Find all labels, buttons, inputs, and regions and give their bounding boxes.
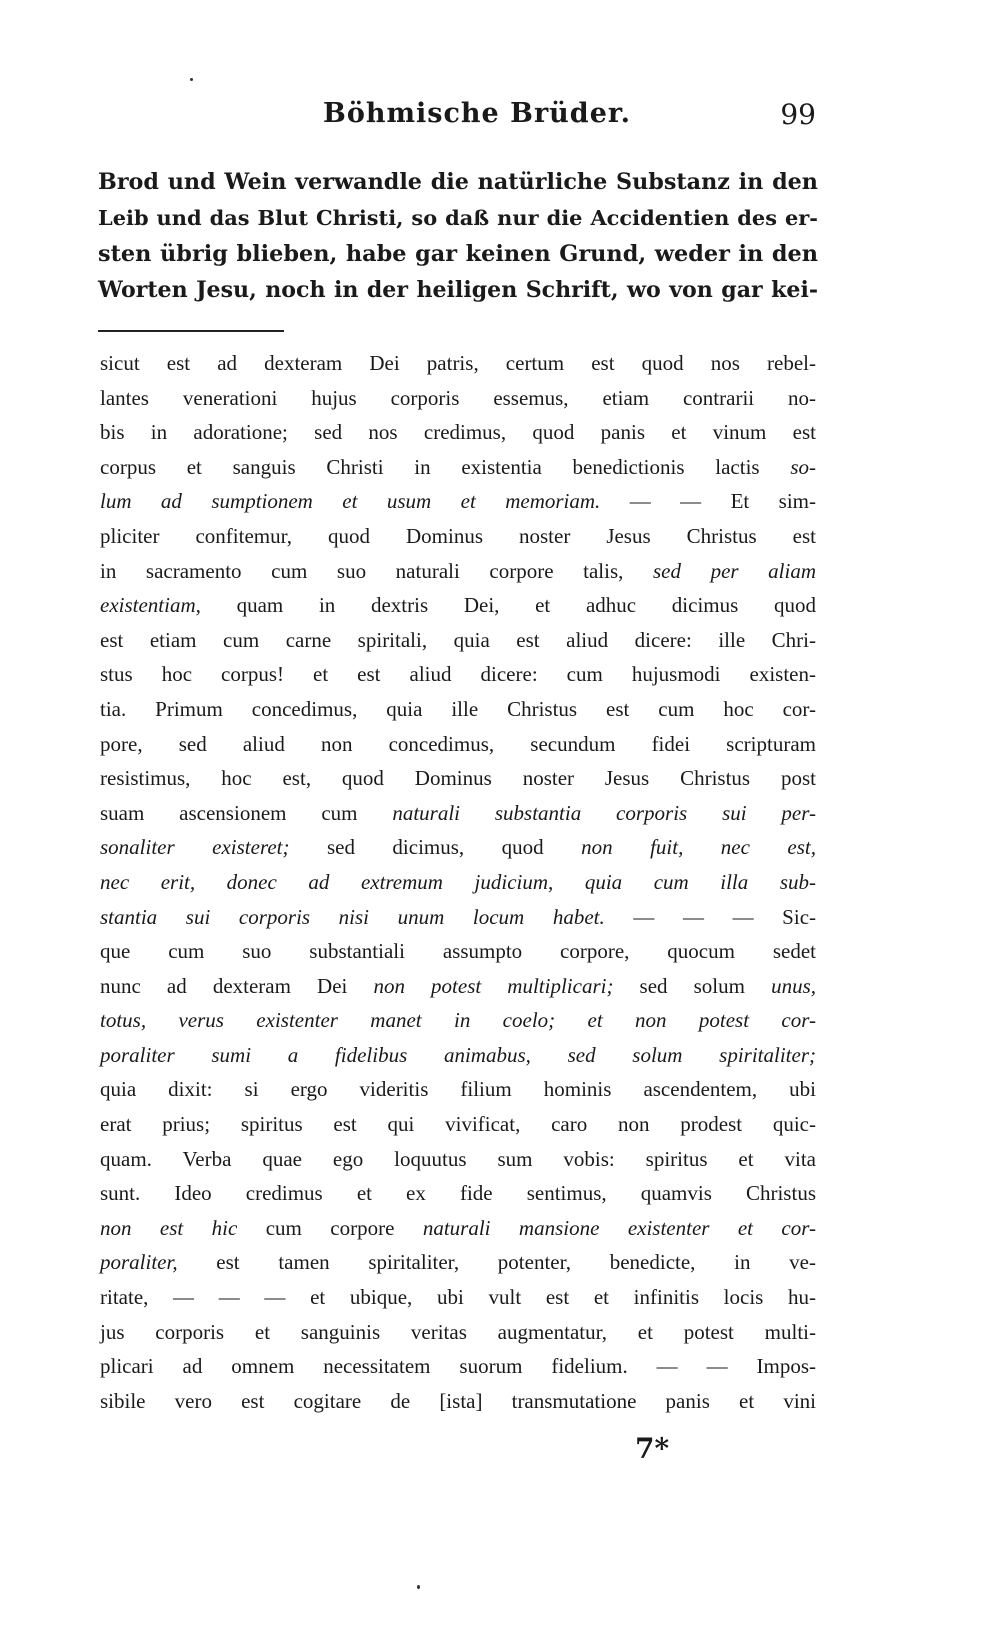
footnote-line bbox=[100, 830, 816, 865]
footnote-text-segment: erat prius; spiritus est qui vivificat, caro non prodest quic- bbox=[100, 1112, 816, 1137]
footnote-line bbox=[100, 1142, 816, 1177]
footnote-italic-segment: non potest multiplicari; bbox=[373, 973, 614, 998]
footnote-text-segment: pore, sed aliud non concedimus, secundum fidei scripturam bbox=[100, 731, 816, 756]
footnote-line bbox=[100, 900, 816, 935]
footnote-text-segment: que cum suo substantiali assumpto corpore, quocum sedet bbox=[100, 939, 816, 964]
footnote-text-segment: est etiam cum carne spiritali, quia est aliud dicere: ille Chri- bbox=[100, 627, 816, 652]
footnote-italic-segment: non est hic bbox=[100, 1215, 238, 1240]
footnote-text-segment: stus hoc corpus! et est aliud dicere: cum hujusmodi existen- bbox=[100, 662, 816, 687]
footnote-italic-segment: non fuit, nec est, bbox=[581, 835, 816, 860]
footnote-text-segment: sunt. Ideo credimus et ex fide sentimus, quamvis Christus bbox=[100, 1181, 816, 1206]
footnote-text-segment: plicari ad omnem necessitatem suorum fidelium. — — Impos- bbox=[100, 1354, 816, 1379]
footnote-text-segment: est tamen spiritaliter, potenter, benedicte, in ve- bbox=[177, 1250, 816, 1275]
footnote-text-segment: quam in dextris Dei, et adhuc dicimus quod bbox=[200, 593, 816, 618]
footnote-line bbox=[100, 657, 816, 692]
main-text-line: Brod und Wein verwandle die natürliche Substanz in den bbox=[98, 169, 818, 195]
footnote-line bbox=[100, 519, 816, 554]
footnote-text-segment: quam. Verba quae ego loquutus sum vobis: spiritus et vita bbox=[100, 1146, 816, 1171]
footnote-line bbox=[100, 1107, 816, 1142]
footnote-line bbox=[100, 554, 816, 589]
footnote-line bbox=[100, 1315, 816, 1350]
footnote-text-segment: in sacramento cum suo naturali corpore talis, bbox=[100, 558, 653, 583]
signature-mark: 7* bbox=[635, 1432, 670, 1465]
footnote-italic-segment: stantia sui corporis nisi unum locum habet. bbox=[100, 904, 605, 929]
footnote-line bbox=[100, 1211, 816, 1246]
footnote-text-segment: — — — Sic- bbox=[604, 904, 817, 929]
footnote-italic-segment: lum ad sumptionem et usum et memoriam. bbox=[100, 489, 601, 514]
footnote-line bbox=[100, 1072, 816, 1107]
page-header bbox=[98, 98, 816, 138]
footnote-line bbox=[100, 450, 816, 485]
footnote-line bbox=[100, 623, 816, 658]
footnote-text-segment: sed solum bbox=[613, 973, 772, 998]
footnote-line bbox=[100, 727, 816, 762]
footnote-separator-rule bbox=[98, 330, 284, 332]
main-text-block bbox=[98, 164, 818, 308]
footnote-text-segment: ritate, — — — et ubique, ubi vult est et infinitis locis hu- bbox=[100, 1285, 816, 1310]
footnote-block bbox=[100, 346, 816, 1418]
footnote-text-segment: sibile vero est cogitare de [ista] transmutatione panis et vini bbox=[100, 1388, 816, 1413]
footnote-line bbox=[100, 415, 816, 450]
footnote-text-segment: — — Et sim- bbox=[600, 489, 817, 514]
footnote-line bbox=[100, 796, 816, 831]
footnote-line bbox=[100, 346, 816, 381]
footnote-text-segment: suam ascensionem cum bbox=[100, 800, 393, 825]
footnote-line bbox=[100, 969, 816, 1004]
main-text-line: Leib und das Blut Christi, so daß nur die Accidentien des er- bbox=[98, 205, 818, 230]
footnote-line bbox=[100, 1280, 816, 1315]
footnote-italic-segment: unus, bbox=[771, 973, 816, 998]
footnote-line bbox=[100, 1003, 816, 1038]
footnote-italic-segment: poraliter sumi a fidelibus animabus, sed solum spiritaliter; bbox=[100, 1042, 816, 1067]
footnote-text-segment: bis in adoratione; sed nos credimus, quod panis et vinum est bbox=[100, 420, 816, 445]
footnote-line bbox=[100, 865, 816, 900]
footnote-line bbox=[100, 1349, 816, 1384]
footnote-text-segment: jus corporis et sanguinis veritas augmentatur, et potest multi- bbox=[100, 1319, 816, 1344]
running-head: Böhmische Brüder. bbox=[323, 98, 632, 129]
main-text-line: Worten Jesu, noch in der heiligen Schrift, wo von gar kei- bbox=[98, 277, 818, 303]
footnote-text-segment: sed dicimus, quod bbox=[289, 835, 582, 860]
footnote-text-segment: corpus et sanguis Christi in existentia benedictionis lactis bbox=[100, 454, 791, 479]
footnote-italic-segment: existentiam, bbox=[100, 593, 201, 618]
footnote-line bbox=[100, 934, 816, 969]
footnote-text-segment: lantes venerationi hujus corporis essemus, etiam contrarii no- bbox=[100, 385, 816, 410]
footnote-italic-segment: sonaliter existeret; bbox=[100, 835, 290, 860]
footnote-line bbox=[100, 381, 816, 416]
footnote-line bbox=[100, 1038, 816, 1073]
footnote-line bbox=[100, 1176, 816, 1211]
footnote-line bbox=[100, 761, 816, 796]
page-number: 99 bbox=[780, 98, 816, 131]
footnote-line bbox=[100, 692, 816, 727]
footnote-text-segment: resistimus, hoc est, quod Dominus noster Jesus Christus post bbox=[100, 766, 816, 791]
footnote-italic-segment: so- bbox=[790, 454, 816, 479]
footnote-italic-segment: naturali mansione existenter et cor- bbox=[422, 1215, 816, 1240]
footnote-line bbox=[100, 588, 816, 623]
footnote-text-segment: sicut est ad dexteram Dei patris, certum est quod nos rebel- bbox=[100, 351, 816, 375]
footnote-line bbox=[100, 1384, 816, 1419]
footnote-italic-segment: nec erit, donec ad extremum judicium, quia cum illa sub- bbox=[100, 869, 816, 894]
footnote-line bbox=[100, 484, 816, 519]
footnote-italic-segment: sed per aliam bbox=[652, 558, 816, 583]
footnote-text-segment: cum corpore bbox=[237, 1215, 423, 1240]
footnote-italic-segment: totus, verus existenter manet in coelo; et non potest cor- bbox=[100, 1008, 816, 1033]
footnote-text-segment: quia dixit: si ergo videritis filium hominis ascendentem, ubi bbox=[100, 1077, 816, 1102]
main-text-line: sten übrig blieben, habe gar keinen Grund, weder in den bbox=[98, 241, 818, 267]
footnote-text-segment: nunc ad dexteram Dei bbox=[100, 973, 374, 998]
footnote-text-segment: tia. Primum concedimus, quia ille Christus est cum hoc cor- bbox=[100, 696, 816, 721]
footnote-italic-segment: naturali substantia corporis sui per- bbox=[392, 800, 816, 825]
footnote-italic-segment: poraliter, bbox=[100, 1250, 178, 1275]
footnote-text-segment: pliciter confitemur, quod Dominus noster Jesus Christus est bbox=[100, 523, 816, 548]
footnote-line bbox=[100, 1245, 816, 1280]
print-speck bbox=[417, 1585, 420, 1589]
print-speck bbox=[190, 78, 193, 81]
